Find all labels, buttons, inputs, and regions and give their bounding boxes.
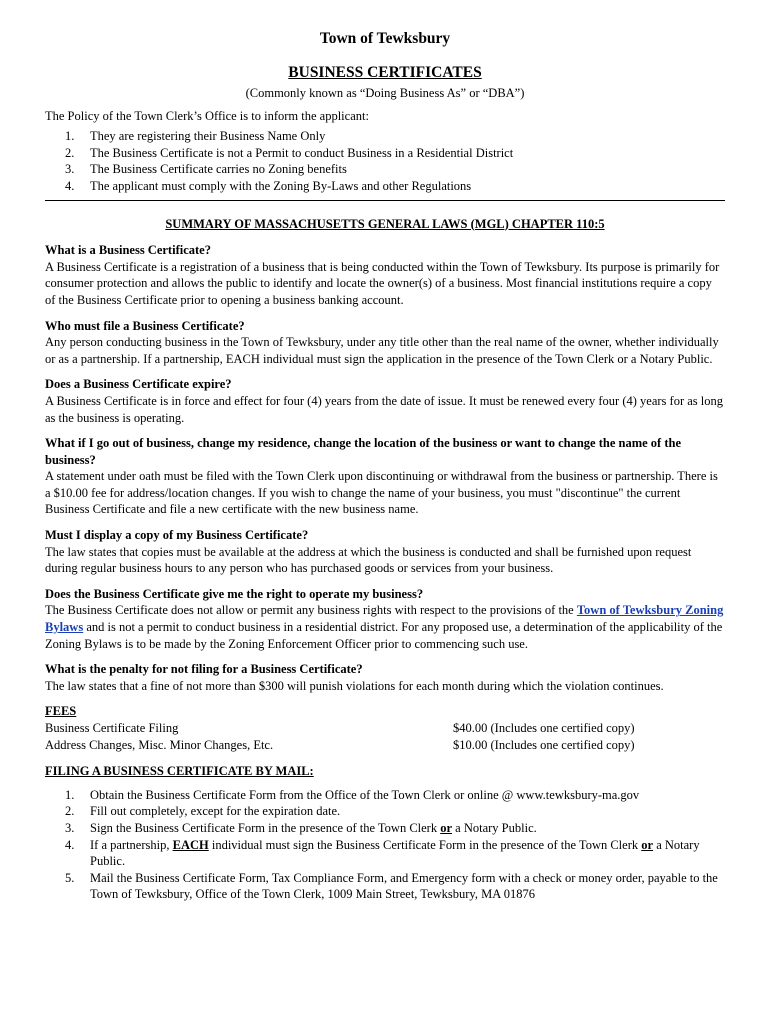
policy-item	[45, 128, 725, 145]
faq-answer: The law states that copies must be available at the address at which the business is conducted and shall be furnished upon request during regular business hours to any person who has purchased goods or services from your business.	[45, 544, 692, 576]
policy-item-text: They are registering their Business Name Only	[90, 129, 326, 144]
emphasis-each: EACH	[172, 837, 209, 852]
fee-label: Business Certificate Filing	[45, 721, 179, 735]
section-divider	[45, 200, 725, 201]
faq-answer: A Business Certificate is a registration of a business that is being conducted within the Town of Tewksbury. Its purpose is primarily for consumer protection and allows the public to identify and locate the owner(s) of a business. Most financial institutions require a copy of the Business Certificate prior to opening a business banking account.	[45, 259, 720, 307]
aka-subtitle: (Commonly known as “Doing Business As” or “DBA”)	[245, 86, 525, 100]
list-number: 5.	[65, 870, 75, 885]
mail-step	[45, 837, 725, 870]
fee-amount: $10.00 (Includes one certified copy)	[453, 737, 635, 752]
fee-amount: $40.00 (Includes one certified copy)	[453, 721, 635, 735]
policy-item-text: The Business Certificate carries no Zoning benefits	[90, 162, 347, 177]
mail-step-text: Sign the Business Certificate Form in the presence of the Town Clerk	[90, 820, 441, 835]
mail-step	[45, 787, 725, 804]
mail-step-text: If a partnership,	[90, 837, 173, 852]
faq-question: Does a Business Certificate expire?	[45, 377, 232, 392]
mail-step-text: a Notary Public.	[90, 837, 700, 869]
faq-question: What is the penalty for not filing for a Business Certificate?	[45, 662, 363, 677]
policy-list	[45, 128, 725, 194]
faq-question: Who must file a Business Certificate?	[45, 318, 245, 333]
mail-step-text: individual must sign the Business Certificate Form in the presence of the Town Clerk	[208, 837, 642, 852]
summary-heading: SUMMARY OF MASSACHUSETTS GENERAL LAWS (MGL) CHAPTER 110:5	[165, 216, 605, 231]
list-number: 2.	[65, 145, 75, 160]
mail-step-text: Obtain the Business Certificate Form from the Office of the Town Clerk or online @ www.tewksbury-ma.gov	[90, 787, 640, 802]
faq-answer: A statement under oath must be filed with the Town Clerk upon discontinuing or withdrawal from the business or partnership. There is a $10.00 fee for address/location changes. If you wish to change the name of your business, you must "discontinue" the current Business Certificate and file a new certificate with the new business name.	[45, 469, 718, 517]
zoning-bylaws-link[interactable]: Town of Tewksbury Zoning Bylaws	[45, 603, 724, 635]
mail-step-text: Mail the Business Certificate Form, Tax Compliance Form, and Emergency form with a check or money order, payable to the Town of Tewksbury, Office of the Town Clerk, 1009 Main Street, Tewksbury, MA 01876	[90, 870, 718, 902]
answer-text: The Business Certificate does not allow or permit any business rights with respect to the provisions of the	[45, 603, 577, 618]
list-number: 1.	[65, 129, 75, 144]
list-number: 3.	[65, 162, 75, 177]
policy-item	[45, 161, 725, 178]
mail-step	[45, 803, 725, 820]
fee-row	[45, 720, 725, 737]
faq-answer: A Business Certificate is in force and effect for four (4) years from the date of issue. It must be renewed every four (4) years for as long as the business is operating.	[45, 393, 724, 425]
policy-item	[45, 178, 725, 195]
list-number: 3.	[65, 820, 75, 835]
policy-item-text: The Business Certificate is not a Permit to conduct Business in a Residential District	[90, 145, 514, 160]
mail-step-text: Fill out completely, except for the expiration date.	[90, 804, 341, 819]
fee-label: Address Changes, Misc. Minor Changes, Etc.	[45, 737, 274, 752]
policy-intro: The Policy of the Town Clerk’s Office is to inform the applicant:	[45, 108, 369, 123]
policy-item-text: The applicant must comply with the Zoning By-Laws and other Regulations	[90, 178, 472, 193]
faq-question: What is a Business Certificate?	[45, 243, 211, 258]
answer-text: and is not a permit to conduct business in a residential district. For any proposed use, a determination of the applicability of the Zoning Bylaws is to be made by the Zoning Enforcement Officer prior to commencing such use.	[45, 620, 723, 651]
faq-question: Must I display a copy of my Business Certificate?	[45, 528, 309, 543]
faq-question: Does the Business Certificate give me the right to operate my business?	[45, 586, 424, 601]
fees-heading: FEES	[45, 704, 77, 719]
fees-section	[45, 703, 725, 753]
list-number: 4.	[65, 837, 75, 852]
mail-filing-heading: FILING A BUSINESS CERTIFICATE BY MAIL:	[45, 764, 314, 779]
list-number: 1.	[65, 787, 75, 802]
mail-step	[45, 820, 725, 837]
faq-answer: The law states that a fine of not more than $300 will punish violations for each month during which the violation continues.	[45, 678, 664, 693]
page-title: BUSINESS CERTIFICATES	[288, 64, 482, 81]
mail-step-text: a Notary Public.	[452, 820, 537, 835]
list-number: 4.	[65, 178, 75, 193]
emphasis-or: or	[641, 837, 654, 852]
list-number: 2.	[65, 804, 75, 819]
emphasis-or: or	[440, 820, 453, 835]
fee-row	[45, 737, 725, 754]
mail-step	[45, 870, 725, 903]
policy-item	[45, 145, 725, 162]
town-title: Town of Tewksbury	[319, 30, 451, 47]
faq-question: What if I go out of business, change my residence, change the location of the business or want to change the name of the business?	[45, 436, 681, 467]
faq-answer	[45, 602, 725, 652]
faq-answer: Any person conducting business in the Town of Tewksbury, under any title other than the real name of the owner, whether individually or as a partnership. If a partnership, EACH individual must sign the application in the presence of the Town Clerk or a Notary Public.	[45, 335, 719, 366]
mail-steps-list	[45, 787, 725, 903]
